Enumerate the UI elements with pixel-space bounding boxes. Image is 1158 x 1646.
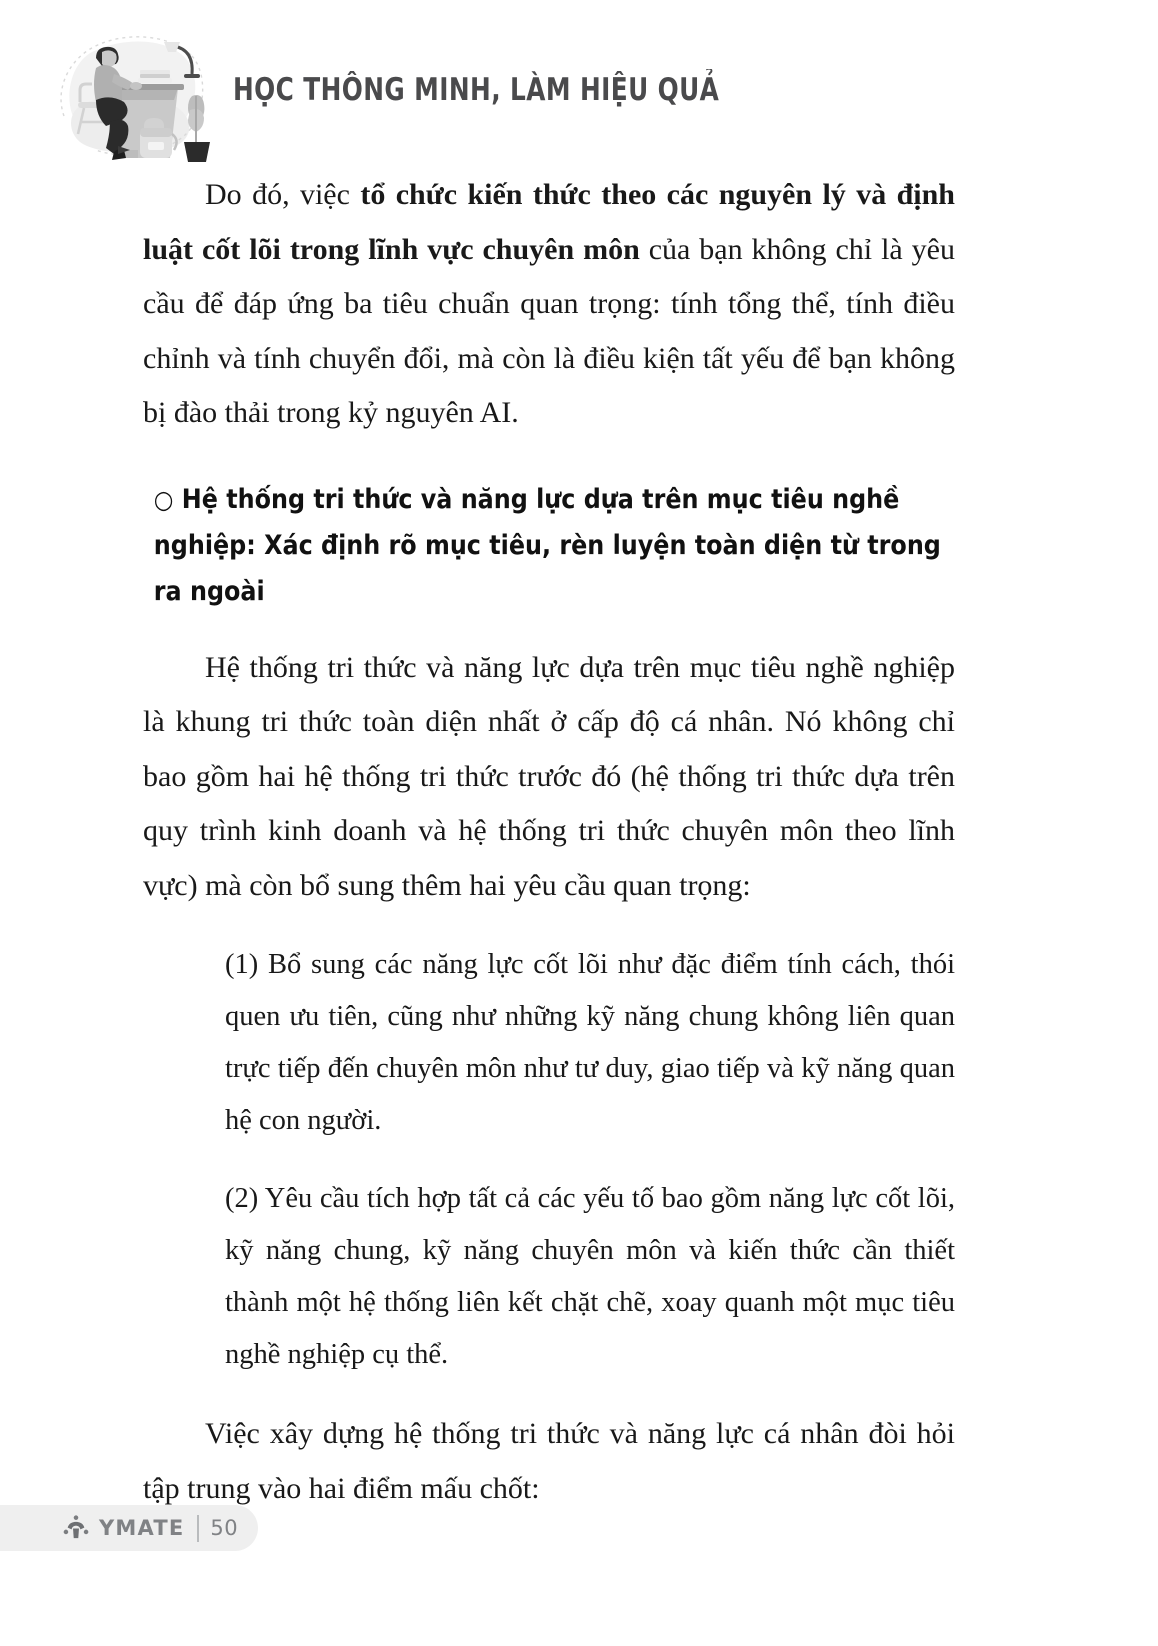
paragraph-3: Việc xây dựng hệ thống tri thức và năng lực cá nhân đòi hỏi tập trung vào hai điểm mấu chốt:	[143, 1417, 955, 1505]
paragraph-1	[143, 168, 955, 441]
paragraph-spacer	[143, 1381, 955, 1407]
person-at-desk-illustration	[52, 30, 218, 166]
sub-item-1: (1) Bổ sung các năng lực cốt lõi như đặc điểm tính cách, thói quen ưu tiên, cũng như những kỹ năng chung không liên quan trực tiếp đến chuyên môn như tư duy, giao tiếp và kỹ năng quan hệ con người.	[225, 949, 955, 1136]
paragraph-1-tail: của bạn không chỉ là yêu cầu để đáp ứng ba tiêu chuẩn quan trọng: tính tổng thể, tính điều chỉnh và tính chuyển đổi, mà còn là điều kiện tất yếu để bạn không bị đào thải trong kỷ nguyên AI.	[143, 232, 955, 429]
section-heading	[143, 477, 965, 615]
paragraph-1-lead: Do đó, việc	[205, 178, 361, 211]
footer-brand-label: YMATE	[99, 1516, 185, 1540]
sub-item-2: (2) Yêu cầu tích hợp tất cả các yếu tố bao gồm năng lực cốt lõi, kỹ năng chung, kỹ năng chuyên môn và kiến thức cần thiết thành một hệ thống liên kết chặt chẽ, xoay quanh một mục tiêu nghề nghiệp cụ thể.	[225, 1183, 955, 1370]
page-content	[143, 168, 955, 1516]
circle-bullet-icon: ○	[153, 484, 174, 514]
section-heading-text: Hệ thống tri thức và năng lực dựa trên mục tiêu nghề nghiệp: Xác định rõ mục tiêu, rèn luyện toàn diện từ trong ra ngoài	[153, 483, 941, 607]
page-header	[0, 0, 1158, 170]
ymate-logo-icon	[62, 1514, 90, 1542]
paragraph-2: Hệ thống tri thức và năng lực dựa trên mục tiêu nghề nghiệp là khung tri thức toàn diện nhất ở cấp độ cá nhân. Nó không chỉ bao gồm hai hệ thống tri thức trước đó (hệ thống tri thức dựa trên quy trình kinh doanh và hệ thống tri thức chuyên môn theo lĩnh vực) mà còn bổ sung thêm hai yêu cầu quan trọng:	[143, 650, 955, 902]
paragraph-1-emphasis: tổ chức kiến thức theo các nguyên lý và định luật cốt lõi trong lĩnh vực chuyên môn	[143, 178, 955, 266]
page-footer	[0, 1505, 258, 1551]
page-title: HỌC THÔNG MINH, LÀM HIỆU QUẢ	[233, 72, 720, 108]
footer-divider	[197, 1515, 199, 1542]
page-number: 50	[210, 1516, 239, 1540]
